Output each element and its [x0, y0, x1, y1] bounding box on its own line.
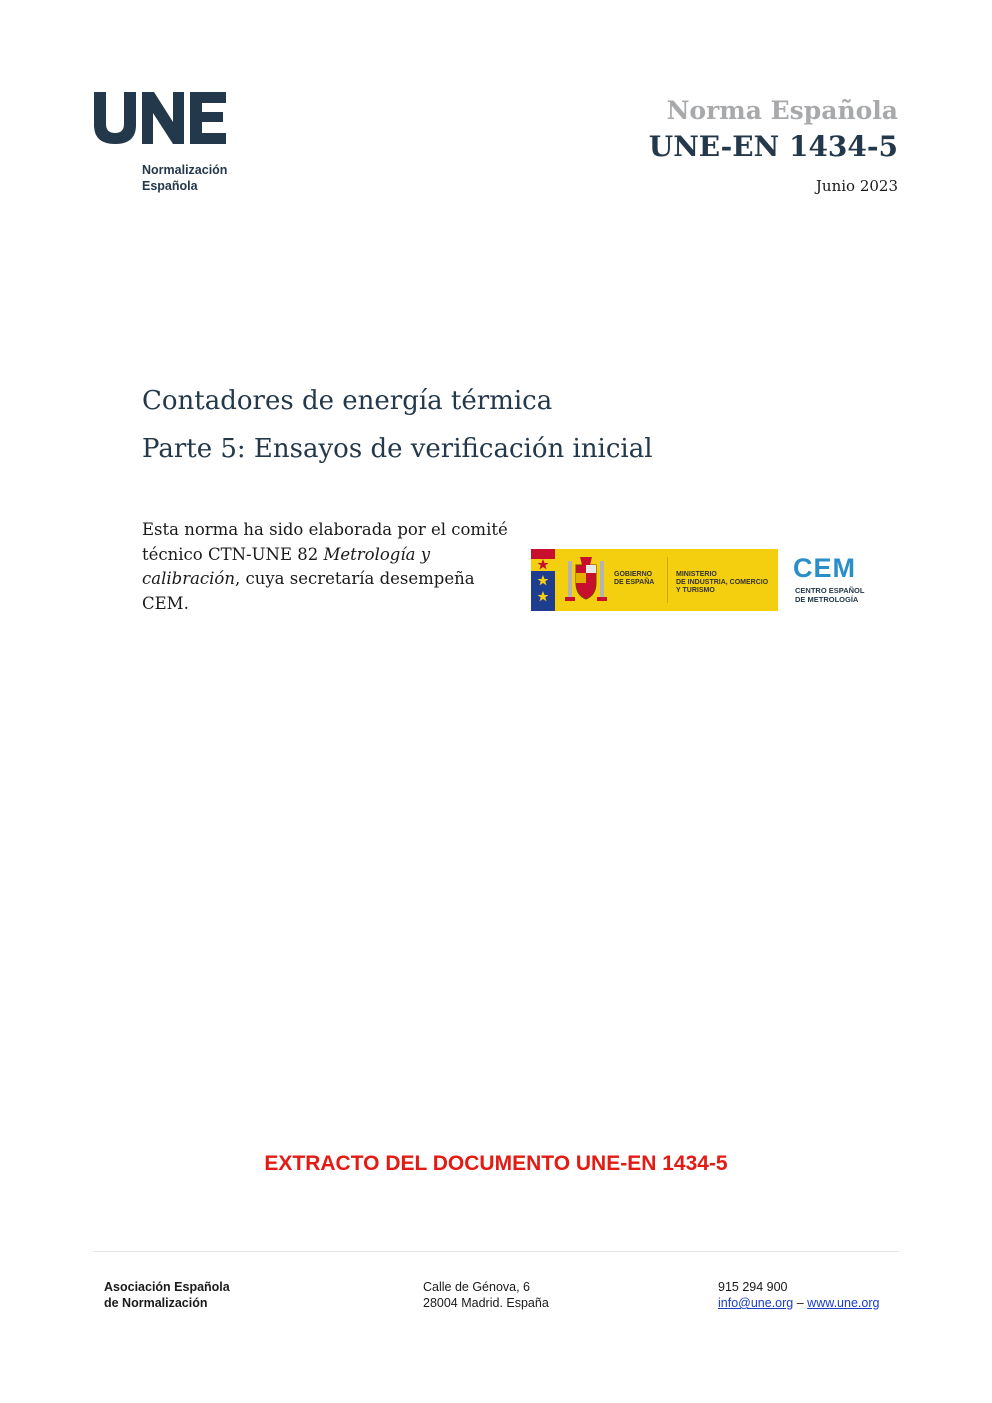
une-subtitle-line2: Española	[142, 179, 198, 193]
coat-of-arms-icon	[562, 553, 610, 611]
ministry-line1: MINISTERIO	[676, 571, 717, 578]
footer-address	[423, 1279, 549, 1311]
email-link[interactable]: info@une.org	[718, 1296, 794, 1310]
government-label	[614, 571, 654, 587]
footer-links	[718, 1295, 879, 1311]
ministry-line2: DE INDUSTRIA, COMERCIO	[676, 579, 769, 586]
footer-phone: 915 294 900	[718, 1280, 788, 1294]
cem-logo-subtitle	[795, 586, 864, 604]
footer-address-line1: Calle de Génova, 6	[423, 1280, 531, 1294]
une-logo-subtitle	[142, 162, 227, 194]
une-logo-mark	[92, 88, 232, 148]
logo-divider	[667, 557, 668, 603]
footer-org-line1: Asociación Española	[104, 1280, 230, 1294]
standard-code: UNE-EN 1434-5	[648, 130, 898, 163]
standard-kind: Norma Española	[666, 96, 898, 125]
website-link[interactable]: www.une.org	[807, 1296, 880, 1310]
ministry-label	[676, 571, 768, 595]
gov-line2: DE ESPAÑA	[614, 579, 655, 586]
footer-contact	[718, 1279, 879, 1311]
document-title: Contadores de energía térmica	[142, 386, 553, 416]
footer-organization	[104, 1279, 230, 1311]
committee-name: Metrología y calibración	[142, 544, 431, 588]
document-subtitle: Parte 5: Ensayos de verificación inicial	[142, 434, 653, 464]
footer-separator: –	[796, 1296, 804, 1310]
committee-text-after: , cuya secretaría desempeña CEM.	[142, 569, 475, 613]
footer-divider	[93, 1251, 899, 1252]
eu-flag-stripe	[531, 549, 555, 611]
ministry-line3: Y TURISMO	[676, 587, 715, 594]
cem-line2: DE METROLOGÍA	[795, 595, 859, 604]
une-subtitle-line1: Normalización	[142, 163, 228, 177]
cem-line1: CENTRO ESPAÑOL	[795, 586, 865, 595]
publication-date: Junio 2023	[815, 177, 898, 195]
footer-address-line2: 28004 Madrid. España	[423, 1296, 549, 1310]
committee-text-before: Esta norma ha sido elaborada por el comité técnico CTN-UNE 82	[142, 520, 508, 564]
extract-notice: EXTRACTO DEL DOCUMENTO UNE-EN 1434-5	[264, 1152, 728, 1175]
committee-statement	[142, 518, 514, 616]
eu-stars-icon	[531, 549, 555, 611]
gov-line1: GOBIERNO	[614, 571, 653, 578]
cem-logo-mark: CEM	[793, 553, 856, 583]
footer-org-line2: de Normalización	[104, 1296, 208, 1310]
